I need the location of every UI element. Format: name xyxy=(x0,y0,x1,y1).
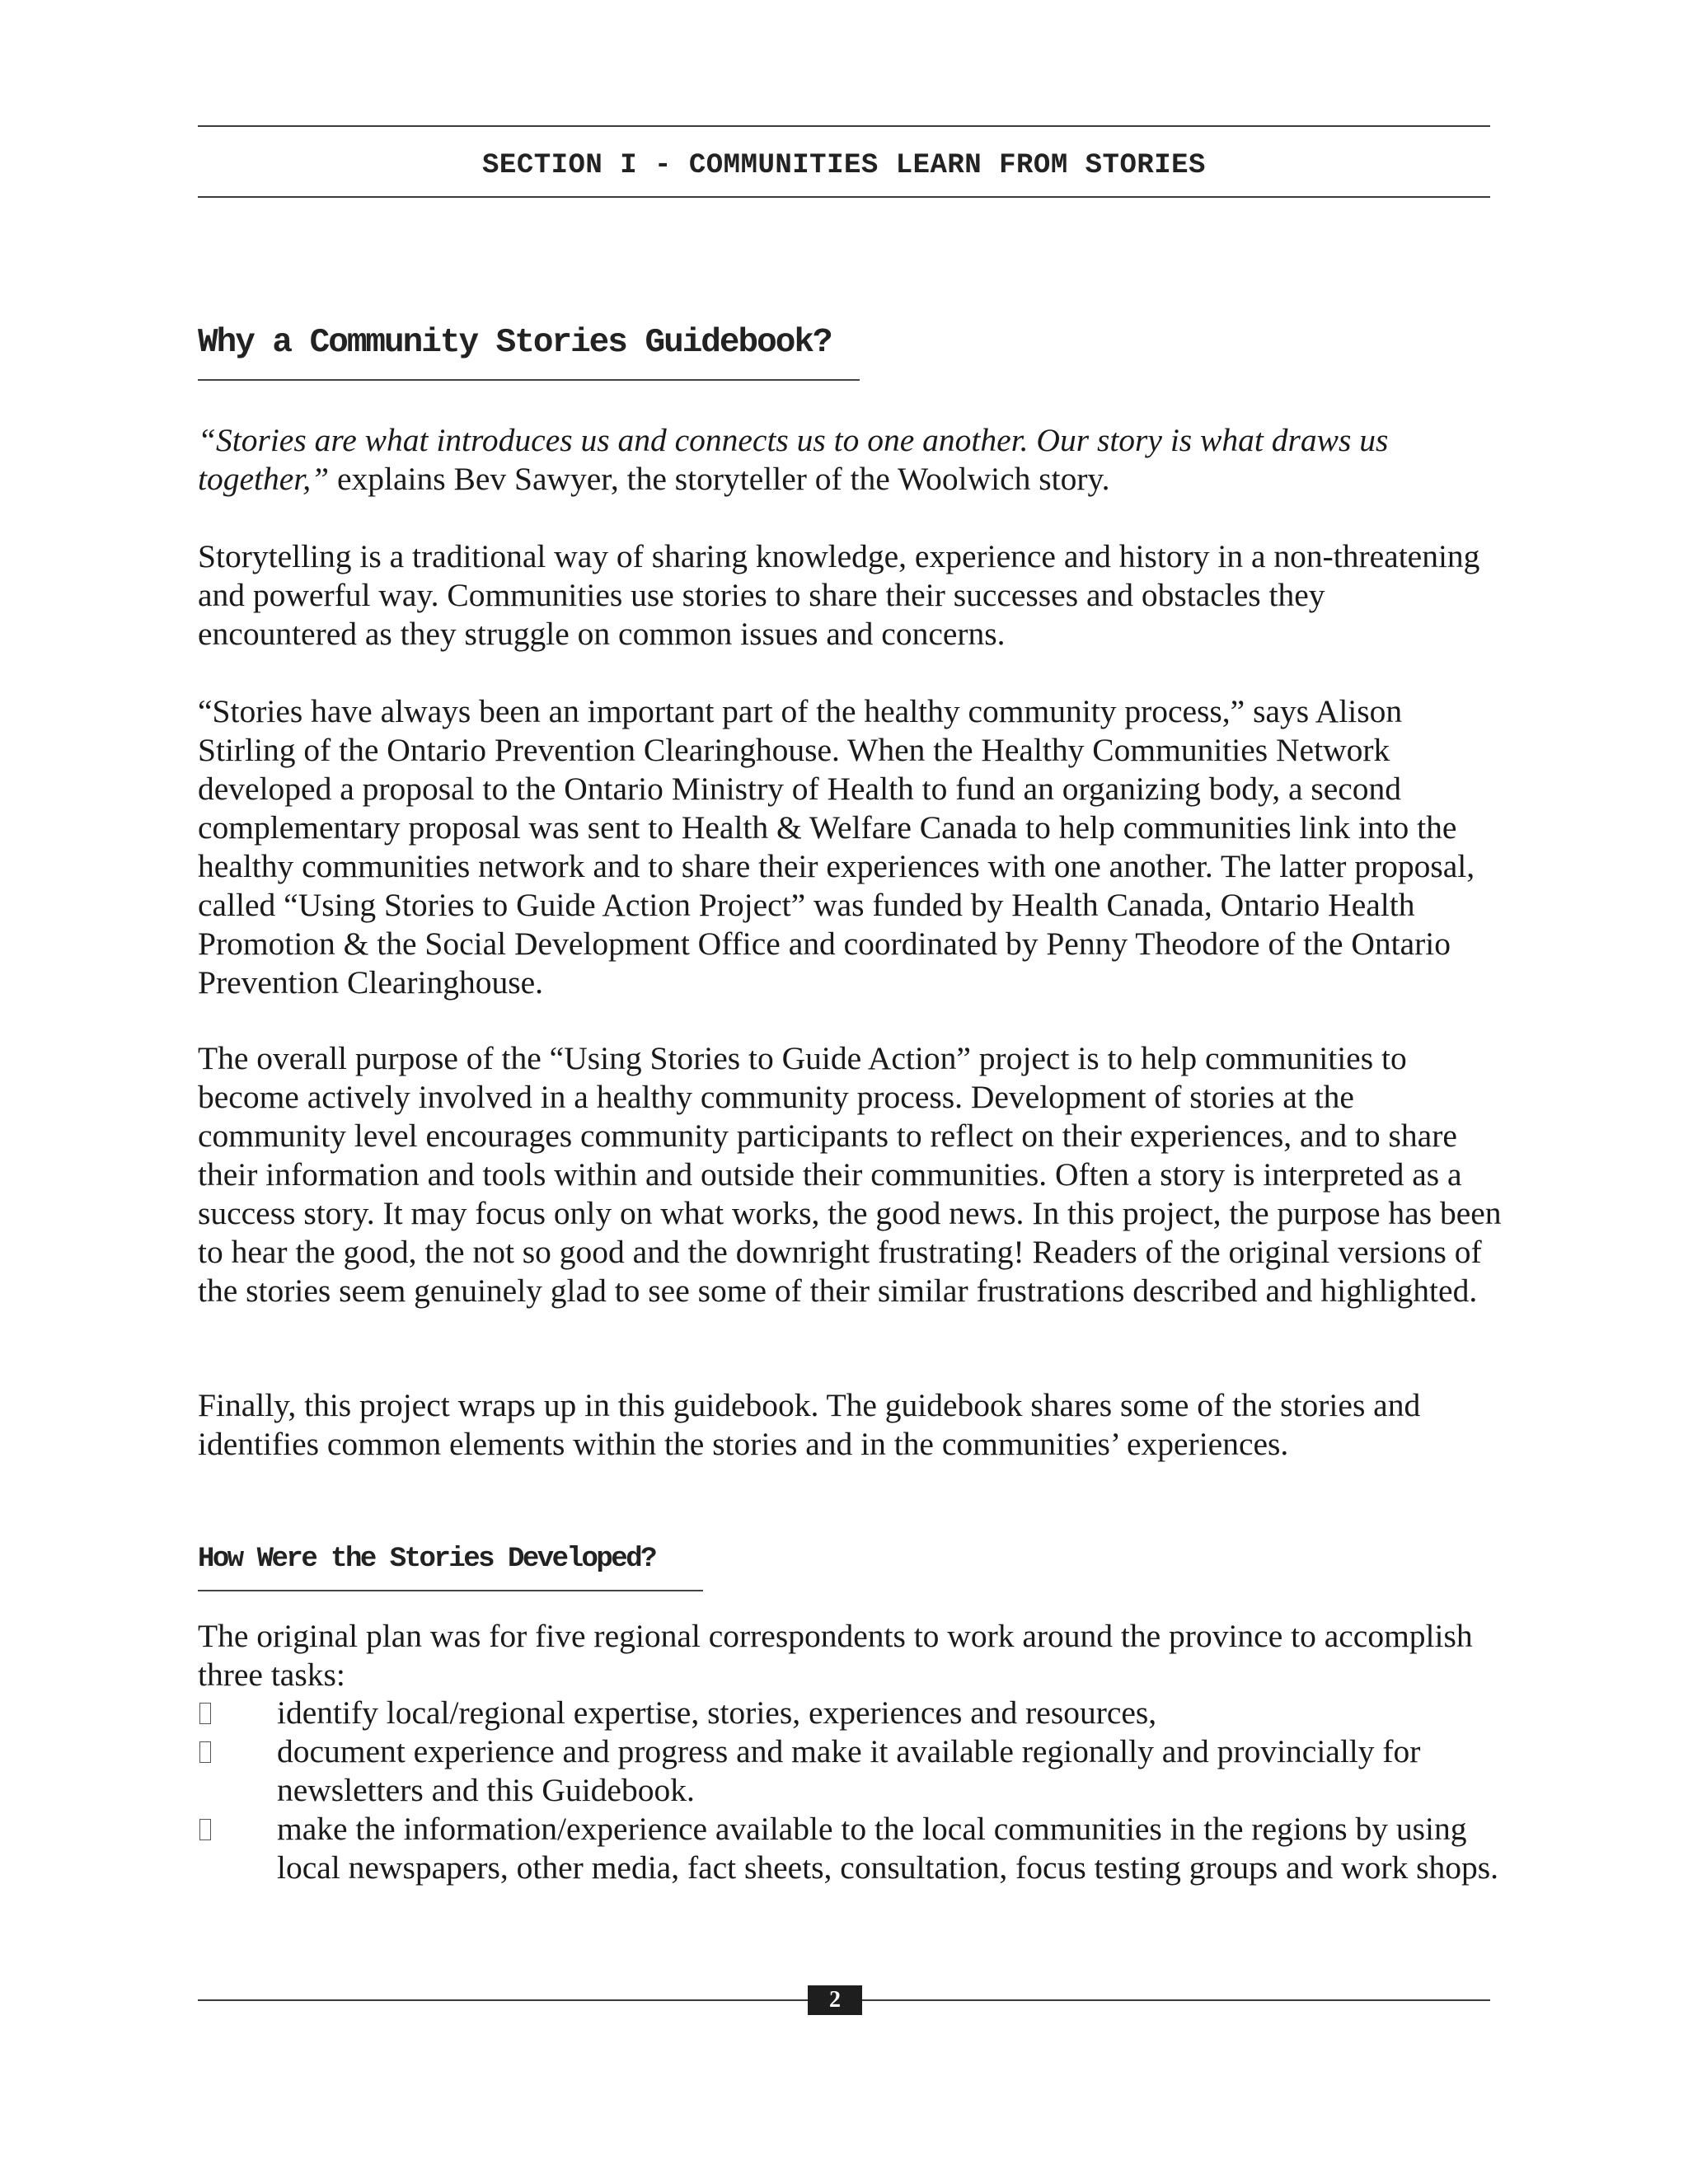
paragraph-overall-purpose: The overall purpose of the “Using Stories to Guide Action” project is to help communities to become actively involved in a healthy community process. Development of stories at the community level encourages community participants to reflect on their experiences, and to share their information and tools within and outside their communities. Often a story is interpreted as a success story. It may focus only on what works, the good news. In this project, the purpose has been to hear the good, the not so good and the downright frustrating! Readers of the original versions of the stories seem genuinely glad to see some of their similar frustrations described and highlighted. xyxy=(198,1040,1502,1309)
checkbox-bullet-icon xyxy=(199,1819,211,1840)
quote-italic: “Stories are what introduces us and connects us to one another. Our story is what draws us together,” xyxy=(198,422,1389,497)
list-item xyxy=(198,1810,1517,1887)
task-list xyxy=(198,1694,1517,1887)
list-item-text: document experience and progress and make it available regionally and provincially for newsletters and this Guidebook. xyxy=(277,1733,1421,1808)
list-item-text: make the information/experience available to the local communities in the regions by using local newspapers, other media, fact sheets, consultation, focus testing groups and work shops. xyxy=(277,1811,1499,1886)
paragraph-finally: Finally, this project wraps up in this guidebook. The guidebook shares some of the stories and identifies common elements within the stories and in the communities’ experiences. xyxy=(198,1387,1421,1462)
checkbox-bullet-icon xyxy=(199,1741,211,1763)
heading-main-underline xyxy=(198,379,860,381)
paragraph-storytelling: Storytelling is a traditional way of sharing knowledge, experience and history in a non-threatening and powerful way. Communities use stories to share their successes and obstacles they encountered as they struggle on common issues and concerns. xyxy=(198,538,1480,652)
paragraph-healthy-community: “Stories have always been an important part of the healthy community process,” says Alison Stirling of the Ontario Prevention Clearinghouse. When the Healthy Communities Network developed a proposal to the Ontario Ministry of Health to fund an organizing body, a second complementary proposal was sent to Health & Welfare Canada to help communities link into the healthy communities network and to share their experiences with one another. The latter proposal, called “Using Stories to Guide Action Project” was funded by Health Canada, Ontario Health Promotion & the Social Development Office and coordinated by Penny Theodore of the Ontario Prevention Clearinghouse. xyxy=(198,693,1475,1001)
heading-sub-underline xyxy=(198,1590,703,1591)
quote-attribution: explains Bev Sawyer, the storyteller of the Woolwich story. xyxy=(329,461,1110,497)
header-top-rule xyxy=(198,125,1490,127)
paragraph-original-plan: The original plan was for five regional correspondents to work around the province to accomplish three tasks: xyxy=(198,1618,1473,1693)
heading-why-guidebook: Why a Community Stories Guidebook? xyxy=(198,324,832,362)
list-item xyxy=(198,1732,1517,1810)
page-number: 2 xyxy=(808,1985,862,2015)
list-item xyxy=(198,1694,1517,1732)
intro-quote-paragraph xyxy=(198,421,1504,499)
heading-how-developed: How Were the Stories Developed? xyxy=(198,1544,656,1575)
checkbox-bullet-icon xyxy=(199,1703,211,1724)
section-header: SECTION I - COMMUNITIES LEARN FROM STORIES xyxy=(482,150,1206,181)
list-item-text: identify local/regional expertise, stories, experiences and resources, xyxy=(277,1694,1157,1731)
header-bottom-rule xyxy=(198,196,1490,198)
